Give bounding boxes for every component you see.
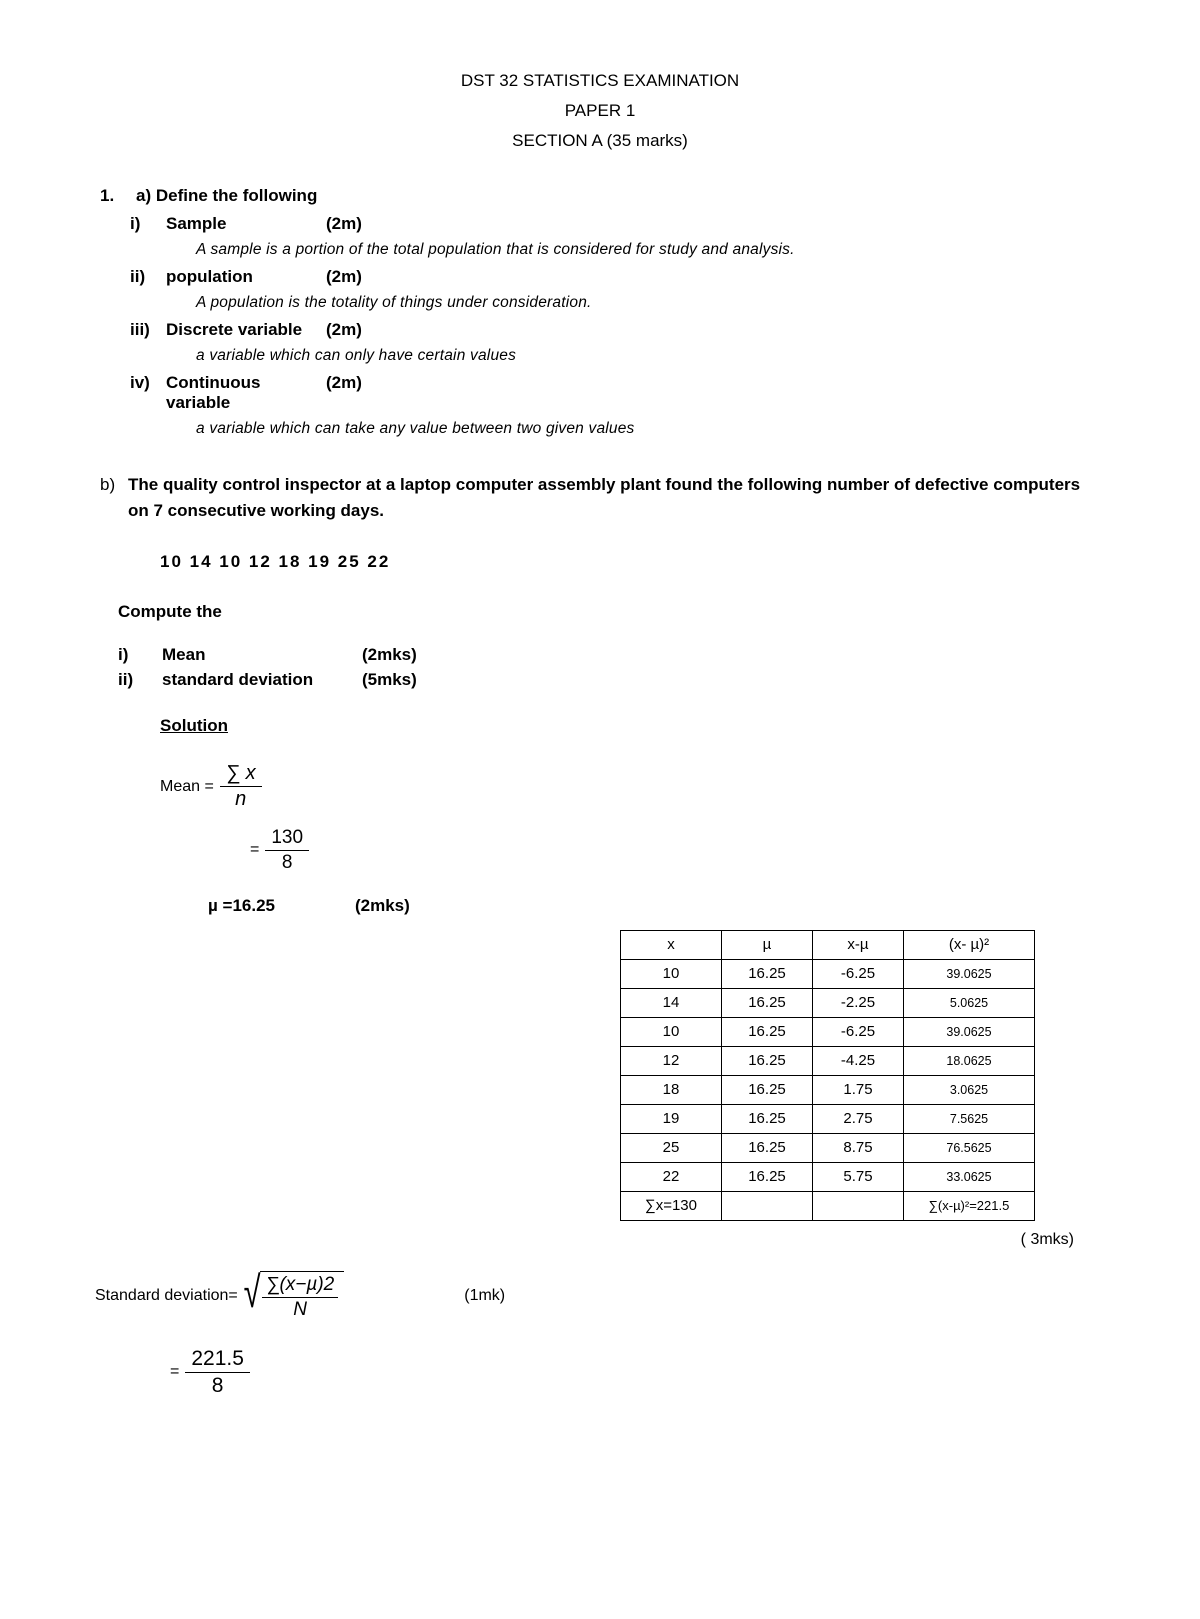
- table-row: [621, 1017, 1035, 1046]
- mu-marks: (2mks): [355, 895, 410, 915]
- part-b-letter: b): [100, 475, 116, 494]
- compute-item: [118, 642, 1130, 667]
- definition-term: Discrete variable: [166, 320, 303, 339]
- cell-x-minus-mu: 5.75: [813, 1162, 904, 1191]
- table-row: [621, 1046, 1035, 1075]
- header-mu: µ: [722, 930, 813, 959]
- cell-x: 10: [621, 1017, 722, 1046]
- total-x-minus-mu: [813, 1191, 904, 1220]
- compute-item: [118, 667, 1130, 692]
- cell-x: 12: [621, 1046, 722, 1075]
- mean-result-line: [100, 896, 1130, 916]
- radical-icon: √: [243, 1267, 261, 1317]
- cell-x-minus-mu: 2.75: [813, 1104, 904, 1133]
- table-row: [621, 1162, 1035, 1191]
- mean-label: Mean =: [160, 777, 214, 795]
- exam-title: DST 32 STATISTICS EXAMINATION: [460, 71, 740, 90]
- definition-term: population: [166, 267, 253, 286]
- sd-numerator: ∑(x−µ)2: [265, 1273, 335, 1295]
- table-header-row: [621, 930, 1035, 959]
- compute-text: standard deviation: [162, 670, 314, 689]
- table-totals-row: [621, 1191, 1035, 1220]
- data-values: 10 14 10 12 18 19 25 22: [160, 552, 391, 571]
- definition-term: Sample: [166, 214, 227, 233]
- compute-text: Mean: [162, 645, 206, 664]
- mu-result: µ =16.25: [208, 895, 275, 915]
- compute-marks: (2mks): [362, 645, 417, 664]
- cell-squared: 39.0625: [904, 1017, 1035, 1046]
- sd-marks: (1mk): [464, 1286, 506, 1304]
- compute-label: Compute the: [118, 602, 222, 621]
- definition-roman: i): [130, 214, 141, 233]
- compute-roman: i): [118, 645, 129, 664]
- table-row: [621, 1075, 1035, 1104]
- cell-x: 19: [621, 1104, 722, 1133]
- definition-answer: a variable which can take any value between two given values: [196, 420, 635, 437]
- part-b: [100, 472, 1130, 524]
- definition-roman: iv): [130, 373, 150, 392]
- cell-squared: 39.0625: [904, 959, 1035, 988]
- table-row: [621, 988, 1035, 1017]
- square-root: [240, 1267, 344, 1321]
- mean-numerator: ∑ x: [225, 762, 256, 784]
- mean-value-numerator: 130: [271, 827, 304, 848]
- final-denominator: 8: [185, 1372, 250, 1398]
- cell-mu: 16.25: [722, 1075, 813, 1104]
- cell-mu: 16.25: [722, 1017, 813, 1046]
- definition-item: [100, 320, 1130, 340]
- part-a-label: a) Define the following: [136, 186, 318, 205]
- compute-list: [100, 642, 1130, 692]
- definition-marks: (2m): [326, 214, 362, 233]
- cell-x-minus-mu: -4.25: [813, 1046, 904, 1075]
- header-x: x: [621, 930, 722, 959]
- cell-x: 14: [621, 988, 722, 1017]
- definition-term: Continuous variable: [166, 373, 261, 412]
- mean-value-denominator: 8: [265, 850, 309, 874]
- cell-x-minus-mu: -6.25: [813, 959, 904, 988]
- cell-mu: 16.25: [722, 1133, 813, 1162]
- definition-roman: ii): [130, 267, 146, 286]
- cell-x: 18: [621, 1075, 722, 1104]
- table-row: [621, 959, 1035, 988]
- definition-roman: iii): [130, 320, 150, 339]
- cell-x-minus-mu: 8.75: [813, 1133, 904, 1162]
- cell-squared: 76.5625: [904, 1133, 1035, 1162]
- document-body: [0, 186, 1200, 916]
- final-fraction: [185, 1347, 250, 1398]
- mean-denominator: n: [220, 786, 262, 811]
- cell-mu: 16.25: [722, 959, 813, 988]
- total-mu: [722, 1191, 813, 1220]
- mean-formula: [100, 762, 1130, 811]
- cell-squared: 5.0625: [904, 988, 1035, 1017]
- equals-sign: =: [250, 841, 260, 859]
- solution-heading: Solution: [160, 716, 228, 735]
- cell-squared: 18.0625: [904, 1046, 1035, 1075]
- definition-list: [100, 214, 1130, 438]
- total-squared: ∑(x-µ)²=221.5: [904, 1191, 1035, 1220]
- final-computation: [0, 1347, 1200, 1398]
- cell-x: 25: [621, 1133, 722, 1162]
- cell-mu: 16.25: [722, 1104, 813, 1133]
- header-x-minus-mu: x-µ: [813, 930, 904, 959]
- standard-deviation-formula: [0, 1267, 1200, 1321]
- cell-x: 22: [621, 1162, 722, 1191]
- header-squared: (x- µ)²: [904, 930, 1035, 959]
- table-marks: ( 3mks): [1020, 1230, 1074, 1248]
- definition-marks: (2m): [326, 267, 362, 286]
- compute-marks: (5mks): [362, 670, 417, 689]
- definition-answer: A sample is a portion of the total population that is considered for study and analysis.: [196, 241, 795, 258]
- cell-squared: 7.5625: [904, 1104, 1035, 1133]
- cell-x-minus-mu: 1.75: [813, 1075, 904, 1104]
- exam-header: [0, 66, 1200, 156]
- sd-denominator: N: [262, 1297, 338, 1321]
- cell-x-minus-mu: -2.25: [813, 988, 904, 1017]
- question-number: 1.: [100, 186, 115, 205]
- final-equals-sign: =: [170, 1363, 180, 1381]
- table-row: [621, 1104, 1035, 1133]
- mean-value-fraction: [265, 827, 309, 874]
- definition-item: [100, 267, 1130, 287]
- table-row: [621, 1133, 1035, 1162]
- paper-label: PAPER 1: [564, 101, 636, 120]
- sd-label: Standard deviation=: [95, 1286, 238, 1304]
- mean-fraction: [220, 762, 262, 811]
- definition-marks: (2m): [326, 320, 362, 339]
- definition-item: [100, 214, 1130, 234]
- cell-mu: 16.25: [722, 1046, 813, 1075]
- cell-mu: 16.25: [722, 1162, 813, 1191]
- section-label: SECTION A (35 marks): [512, 131, 688, 150]
- compute-roman: ii): [118, 670, 134, 689]
- definition-marks: (2m): [326, 373, 362, 392]
- cell-squared: 33.0625: [904, 1162, 1035, 1191]
- final-numerator: 221.5: [191, 1346, 244, 1370]
- mean-value: [100, 827, 1130, 874]
- definition-answer: A population is the totality of things under consideration.: [196, 294, 592, 311]
- cell-x: 10: [621, 959, 722, 988]
- part-b-text: The quality control inspector at a laptop computer assembly plant found the following number of defective computers on 7 consecutive working days.: [128, 475, 1081, 520]
- definition-answer: a variable which can only have certain values: [196, 347, 517, 364]
- question-1-heading: [100, 186, 1130, 206]
- definition-item: [100, 373, 1130, 413]
- cell-squared: 3.0625: [904, 1075, 1035, 1104]
- cell-x-minus-mu: -6.25: [813, 1017, 904, 1046]
- cell-mu: 16.25: [722, 988, 813, 1017]
- document-page: [0, 66, 1200, 1619]
- sd-fraction: [260, 1271, 344, 1321]
- deviation-table: [620, 930, 1035, 1221]
- total-x: ∑x=130: [621, 1191, 722, 1220]
